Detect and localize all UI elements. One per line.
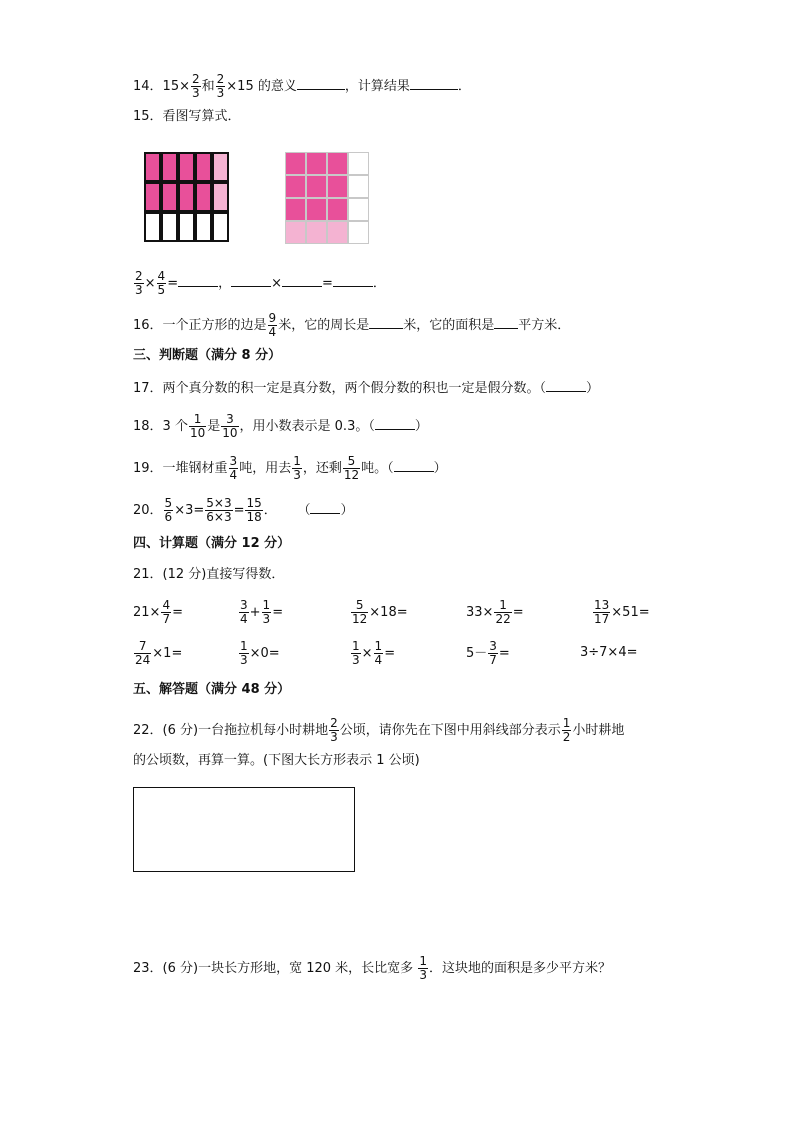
fraction: $\frac{1}{2}$	[562, 716, 571, 744]
grid-cell	[306, 198, 327, 221]
grid-cell	[348, 198, 369, 221]
answer-blank[interactable]	[310, 501, 340, 514]
calc-item: $\frac{5}{12}$ ×18=	[352, 598, 408, 626]
fraction: $\frac{15}{18}$	[246, 496, 262, 524]
grid-cell	[306, 175, 327, 198]
answer-blank[interactable]	[410, 77, 458, 90]
answer-blank[interactable]	[546, 379, 586, 392]
grid-cell	[327, 152, 348, 175]
fraction: $\frac{2}{3}$	[191, 72, 200, 100]
fraction: $\frac{5\times 3}{6\times 3}$	[206, 496, 232, 524]
question-14: 14．15× $\frac{2}{3}$ 和 $\frac{2}{3}$ ×15 的意义 ，计算结果 ．	[133, 72, 471, 100]
grid-cell	[212, 212, 229, 242]
grid-cell	[327, 221, 348, 244]
question-20: 20． $\frac{5}{6}$ ×3= $\frac{5\times 3}{6\times 3}$ = $\frac{15}{18}$ ． （ ）	[133, 496, 354, 524]
fraction: $\frac{2}{3}$	[330, 716, 338, 744]
grid-cell	[212, 152, 229, 182]
grid-cell	[178, 212, 195, 242]
answer-blank[interactable]	[178, 274, 218, 287]
answer-blank[interactable]	[494, 316, 518, 329]
fraction-grid-left	[144, 152, 229, 242]
answer-blank[interactable]	[375, 417, 415, 430]
calc-item: 3÷7×4=	[580, 645, 638, 660]
grid-cell	[195, 152, 212, 182]
section-heading: 四、计算题（满分 12 分）	[133, 536, 291, 551]
grid-cell	[285, 175, 306, 198]
calc-item: $\frac{7}{24}$ ×1=	[135, 639, 183, 667]
fraction: $\frac{4}{5}$	[157, 269, 166, 297]
question-22-line2: 的公顷数，再算一算。(下图大长方形表示 1 公顷)	[133, 753, 420, 768]
fraction: $\frac{5}{6}$	[164, 496, 173, 524]
grid-cell	[348, 152, 369, 175]
question-23: 23．(6 分)一块长方形地，宽 120 米，长比宽多 $\frac{1}{3}$ ．这块地的面积是多少平方米？	[133, 954, 611, 982]
answer-blank[interactable]	[297, 77, 345, 90]
calc-item: 33× $\frac{1}{22}$ =	[466, 598, 524, 626]
fraction-grid-right	[285, 152, 370, 244]
fraction: $\frac{1}{10}$	[189, 412, 206, 440]
answer-blank[interactable]	[394, 459, 434, 472]
question-15-equation: $\frac{2}{3}$ × $\frac{4}{5}$ = ， × = ．	[135, 269, 386, 297]
fraction: $\frac{3}{4}$	[229, 454, 238, 482]
grid-cell	[161, 152, 178, 182]
question-19: 19．一堆钢材重 $\frac{3}{4}$ 吨，用去 $\frac{1}{3}$ ，还剩 $\frac{5}{12}$ 吨。（ ）	[133, 454, 447, 482]
grid-cell	[144, 212, 161, 242]
grid-cell	[178, 152, 195, 182]
fraction: $\frac{1}{3}$	[293, 454, 301, 482]
fraction: $\frac{2}{3}$	[216, 72, 225, 100]
answer-blank[interactable]	[231, 274, 271, 287]
grid-cell	[195, 182, 212, 212]
answer-blank[interactable]	[369, 316, 403, 329]
answer-blank[interactable]	[282, 274, 322, 287]
calc-item: 5－ $\frac{3}{7}$ =	[466, 639, 510, 667]
question-16: 16．一个正方形的边是 $\frac{9}{4}$ 米，它的周长是 米，它的面积是 平方米．	[133, 311, 571, 339]
grid-cell	[144, 152, 161, 182]
grid-cell	[306, 221, 327, 244]
grid-cell	[348, 221, 369, 244]
fraction: $\frac{1}{3}$	[419, 954, 427, 982]
answer-blank[interactable]	[333, 274, 373, 287]
grid-cell	[327, 198, 348, 221]
section-heading: 三、判断题（满分 8 分）	[133, 348, 282, 363]
grid-cell	[327, 175, 348, 198]
section-heading: 五、解答题（满分 48 分）	[133, 682, 291, 697]
fraction: $\frac{9}{4}$	[268, 311, 277, 339]
question-17: 17．两个真分数的积一定是真分数，两个假分数的积也一定是假分数。（ ）	[133, 381, 600, 396]
grid-cell	[161, 182, 178, 212]
drawing-rectangle[interactable]	[133, 787, 355, 872]
fraction: $\frac{2}{3}$	[135, 269, 143, 297]
grid-cell	[285, 198, 306, 221]
grid-cell	[285, 152, 306, 175]
grid-cell	[178, 182, 195, 212]
fraction: $\frac{5}{12}$	[343, 454, 360, 482]
question-21-label: 21．(12 分)直接写得数．	[133, 567, 285, 582]
calc-item: $\frac{1}{3}$ × $\frac{1}{4}$ =	[352, 639, 396, 667]
question-15-label: 15．看图写算式．	[133, 109, 241, 124]
calc-item: $\frac{1}{3}$ ×0=	[240, 639, 280, 667]
fraction: $\frac{3}{10}$	[222, 412, 238, 440]
calc-item: 21× $\frac{4}{7}$ =	[133, 598, 183, 626]
calc-item: $\frac{3}{4}$ + $\frac{1}{3}$ =	[240, 598, 284, 626]
grid-cell	[348, 175, 369, 198]
grid-cell	[212, 182, 229, 212]
question-18: 18．3 个 $\frac{1}{10}$ 是 $\frac{3}{10}$ ，用小数表示是 0.3。（ ）	[133, 412, 428, 440]
grid-cell	[161, 212, 178, 242]
grid-cell	[144, 182, 161, 212]
grid-cell	[306, 152, 327, 175]
grid-cell	[195, 212, 212, 242]
grid-cell	[285, 221, 306, 244]
question-22: 22．(6 分)一台拖拉机每小时耕地 $\frac{2}{3}$ 公顷，请你先在下图中用斜线部分表示 $\frac{1}{2}$ 小时耕地	[133, 716, 625, 744]
calc-item: $\frac{13}{17}$ ×51=	[594, 598, 650, 626]
